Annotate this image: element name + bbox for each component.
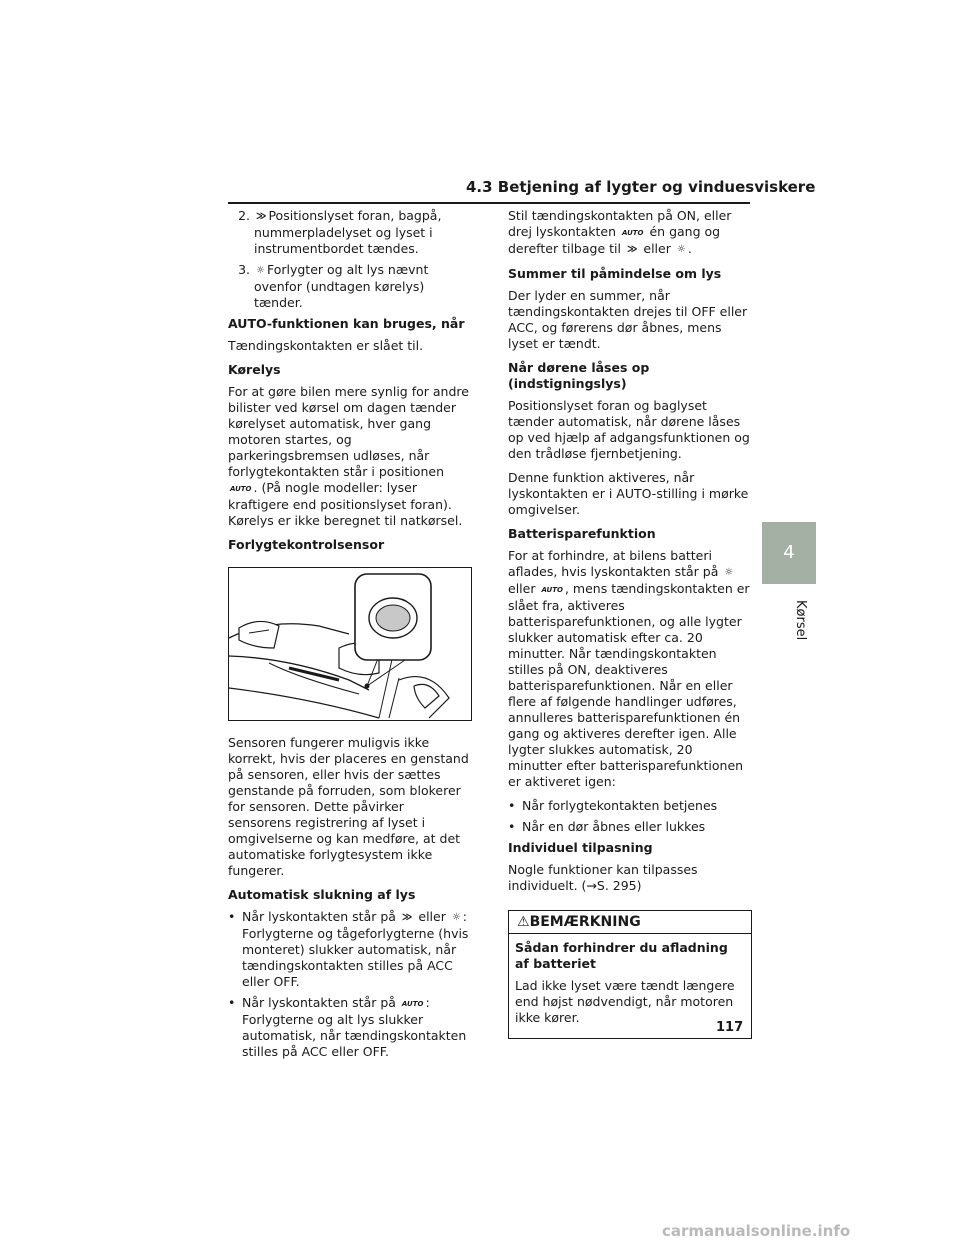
header-rule xyxy=(228,202,750,204)
position-light-icon: ≫ xyxy=(401,912,413,923)
sensor-heading: Forlygtekontrolsensor xyxy=(228,537,385,552)
buzzer-text: Der lyder en summer, når tændingskontakten drejes til OFF eller ACC, og førerens dør åbnes, mens lyset er tændt. xyxy=(508,288,748,351)
list-item-3: 3. ☼ Forlygter og alt lys nævnt ovenfor (undtagen kørelys) tænder. xyxy=(228,262,470,311)
auto-icon: AUTO xyxy=(541,586,563,594)
intro-text: Stil tændingskontakten på ON, eller drej lyskontakten AUTO én gang og derefter tilbage til ≫ eller ☼ . xyxy=(508,208,732,256)
auto-icon: AUTO xyxy=(401,1000,424,1008)
headlight-icon: ☼ xyxy=(256,265,265,276)
right-column xyxy=(508,208,750,1039)
sensor-illustration xyxy=(228,567,472,721)
watermark: carmanualsonline.info xyxy=(662,1222,851,1240)
section-header: 4.3 Betjening af lygter og vinduesviskere xyxy=(466,178,816,196)
item-number: 3. xyxy=(238,262,250,277)
page-number: 117 xyxy=(716,1020,744,1035)
headlight-icon: ☼ xyxy=(724,567,734,578)
headlight-icon: ☼ xyxy=(451,912,461,923)
drl-heading: Kørelys xyxy=(228,362,281,377)
list-item: • Når en dør åbnes eller lukkes xyxy=(508,819,706,834)
sensor-text: Sensoren fungerer muligvis ikke korrekt, hvis der placeres en genstand på sensoren, eller hvis der sættes genstande på forruden, som blokerer for sensoren. Dette påvirker sensorens registrering af lyset i omgivelserne og kan medføre, at det automatiske forlygtesystem ikke fungerer. xyxy=(228,735,469,878)
battery-text: For at forhindre, at bilens batteri aflades, hvis lyskontakten står på ☼ eller AUTO , mens tændingskontakten er slået fra, aktiveres batterisparefunktionen, og alle lygter slukker automatisk efter ca. 20 minutter. Når tændingskontakten stilles på ON, deaktiveres batterisparefunktionen. Når en eller flere af følgende handlinger udføres, annulleres batterisparefunktionen én gang og aktiveres derefter igen. Alle lygter slukkes automatisk, 20 minutter efter batterisparefunktionen er aktiveret igen: xyxy=(508,548,750,789)
list-item: • Når lyskontakten står på AUTO : Forlygterne og alt lys slukker automatisk, når tændingskontakten stilles på ACC eller OFF. xyxy=(228,995,467,1059)
position-light-icon: ≫ xyxy=(256,211,267,222)
list-item-2: 2. ≫ Positionslyset foran, bagpå, nummerpladelyset og lyset i instrumentbordet tændes. xyxy=(228,208,470,257)
list-item: • Når lyskontakten står på ≫ eller ☼ : Forlygterne og tågeforlygterne (hvis monteret) slukker automatisk, når tændingskontakten stilles på ACC eller OFF. xyxy=(228,909,469,989)
note-header: ⚠BEMÆRKNING xyxy=(509,911,751,934)
chapter-number: 4 xyxy=(783,542,795,563)
note-body xyxy=(509,934,751,1038)
entry-text-1: Positionslyset foran og baglyset tænder automatisk, når dørene låses op ved hjælp af adgangsfunktionen og den trådløse fjernbetjening. xyxy=(508,398,750,461)
battery-heading: Batterisparefunktion xyxy=(508,526,656,541)
item-number: 2. xyxy=(238,208,250,223)
car-dashboard-drawing xyxy=(229,568,471,720)
headlight-icon: ☼ xyxy=(676,244,686,255)
entry-text-2: Denne funktion aktiveres, når lyskontakten er i AUTO-stilling i mørke omgivelser. xyxy=(508,470,749,517)
custom-text: Nogle funktioner kan tilpasses individuelt. (→S. 295) xyxy=(508,862,698,893)
auto-icon: AUTO xyxy=(230,485,252,493)
chapter-tab xyxy=(762,522,816,584)
custom-heading: Individuel tilpasning xyxy=(508,840,653,855)
autooff-heading: Automatisk slukning af lys xyxy=(228,887,416,902)
note-text: Lad ikke lyset være tændt længere end højst nødvendigt, når motoren ikke kører. xyxy=(515,978,735,1025)
left-column xyxy=(228,208,470,1065)
note-heading: Sådan forhindrer du afladning af batteriet xyxy=(515,940,728,971)
auto-icon: AUTO xyxy=(621,229,644,237)
buzzer-heading: Summer til påmindelse om lys xyxy=(508,266,722,281)
warning-icon: ⚠ xyxy=(517,914,530,930)
list-item: • Når forlygtekontakten betjenes xyxy=(508,798,718,813)
entry-heading: Når dørene låses op (indstigningslys) xyxy=(508,360,650,391)
auto-heading: AUTO-funktionen kan bruges, når xyxy=(228,316,465,331)
chapter-label: Kørsel xyxy=(793,599,808,641)
drl-text: For at gøre bilen mere synlig for andre bilister ved kørsel om dagen tænder kørelyset automatisk, hver gang motoren startes, og parkeringsbremsen udløses, når forlygtekontakten står i positionen AUTO . (På nogle modeller: lyser kraftigere end positionslyset foran). Kørelys er ikke beregnet til natkørsel. xyxy=(228,384,469,528)
auto-text: Tændingskontakten er slået til. xyxy=(228,338,424,353)
position-light-icon: ≫ xyxy=(626,244,638,255)
